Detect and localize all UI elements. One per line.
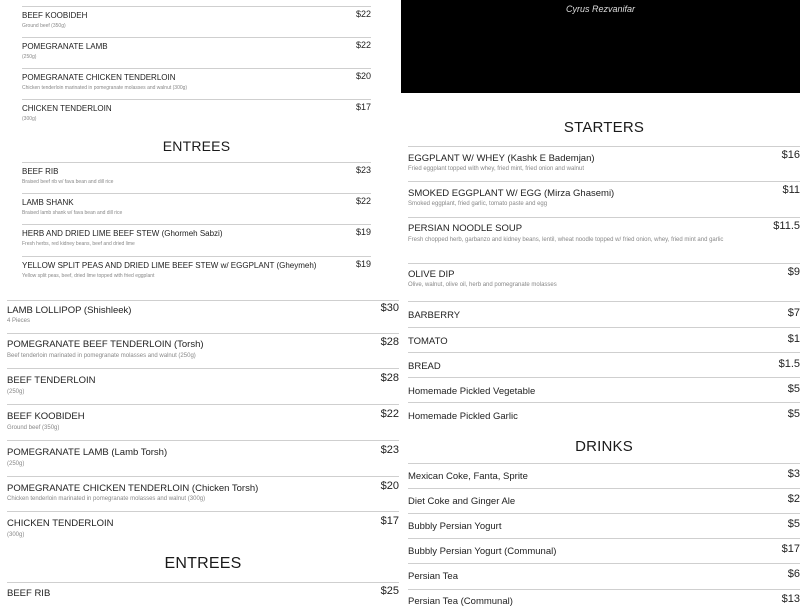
item-name: Persian Tea	[408, 571, 458, 582]
menu-item	[7, 511, 399, 546]
item-name: LAMB SHANK	[22, 198, 74, 207]
item-name: CHICKEN TENDERLOIN	[7, 518, 114, 529]
menu-item	[408, 589, 800, 607]
divider	[22, 224, 371, 225]
item-description: Ground beef (350g)	[7, 425, 60, 431]
item-description: Chicken tenderloin marinated in pomegranate molasses and walnut (300g)	[22, 85, 188, 91]
item-price: $28	[380, 372, 399, 384]
menu-item	[408, 217, 800, 262]
divider	[22, 68, 371, 69]
item-name: LAMB LOLLIPOP (Shishleek)	[7, 305, 132, 316]
item-price: $5	[787, 383, 800, 395]
item-description: Fresh chopped herb, garbanzo and kidney beans, lentil, wheat noodle topped w/ fried onion, whey, fried mint and garlic	[408, 237, 724, 243]
item-name: SMOKED EGGPLANT W/ EGG (Mirza Ghasemi)	[408, 188, 615, 199]
divider	[408, 377, 800, 378]
item-name: POMEGRANATE CHICKEN TENDERLOIN (Chicken Torsh)	[7, 483, 259, 494]
item-description: Braised beef rib w/ fava bean and dill rice	[22, 179, 114, 185]
divider	[408, 402, 800, 403]
divider	[22, 99, 371, 100]
item-price: $6	[787, 568, 800, 580]
item-description: Chicken tenderloin marinated in pomegranate molasses and walnut (300g)	[7, 496, 206, 502]
item-price: $5	[787, 408, 800, 420]
item-price: $17	[380, 515, 399, 527]
item-description: Olive, walnut, olive oil, herb and pomegranate molasses	[408, 282, 557, 288]
divider	[7, 368, 399, 369]
item-name: BARBERRY	[408, 310, 461, 321]
menu-item	[408, 146, 800, 181]
menu-item	[22, 68, 371, 98]
item-name: YELLOW SPLIT PEAS AND DRIED LIME BEEF STEW w/ EGGPLANT (Gheymeh)	[22, 261, 317, 270]
menu-item	[408, 513, 800, 538]
divider	[22, 6, 371, 7]
item-price: $19	[355, 259, 371, 269]
menu-item	[408, 301, 800, 326]
item-description: (250g)	[7, 461, 25, 467]
divider	[408, 563, 800, 564]
section-title-starters: STARTERS	[563, 119, 645, 136]
item-price: $20	[355, 71, 371, 81]
menu-item	[408, 538, 800, 563]
item-price: $1.5	[778, 358, 800, 370]
menu-item	[7, 404, 399, 439]
item-price: $19	[355, 227, 371, 237]
divider	[7, 476, 399, 477]
item-description: Smoked eggplant, fried garlic, tomato paste and egg	[408, 201, 548, 207]
menu-item	[7, 440, 399, 475]
item-price: $13	[781, 593, 800, 605]
divider	[7, 300, 399, 301]
menu-item	[7, 300, 399, 335]
item-name: Diet Coke and Ginger Ale	[408, 496, 516, 507]
divider	[408, 488, 800, 489]
divider	[408, 146, 800, 147]
item-price: $11	[782, 184, 800, 196]
menu-item	[7, 333, 399, 368]
item-price: $9	[787, 266, 800, 278]
item-name: OLIVE DIP	[408, 269, 455, 280]
item-name: EGGPLANT W/ WHEY (Kashk E Bademjan)	[408, 153, 595, 164]
item-price: $23	[380, 444, 399, 456]
item-description: (250g)	[22, 54, 37, 60]
divider	[408, 513, 800, 514]
menu-item	[22, 256, 371, 286]
divider	[22, 193, 371, 194]
item-description: Fresh herbs, red kidney beans, beef and dried lime	[22, 241, 135, 247]
menu-item	[22, 193, 371, 223]
menu-item	[408, 402, 800, 427]
menu-item	[7, 582, 399, 602]
item-name: Mexican Coke, Fanta, Sprite	[408, 471, 528, 482]
item-name: BEEF RIB	[22, 167, 59, 176]
item-description: Fried eggplant topped with whey, fried mint, fried onion and walnut	[408, 166, 584, 172]
section-title-entrees: ENTREES	[162, 138, 231, 154]
menu-item	[408, 377, 800, 402]
divider	[408, 538, 800, 539]
item-price: $17	[781, 543, 800, 555]
divider	[7, 440, 399, 441]
menu-item	[408, 488, 800, 513]
item-name: CHICKEN TENDERLOIN	[22, 104, 112, 113]
menu-item	[22, 6, 371, 36]
item-name: POMEGRANATE BEEF TENDERLOIN (Torsh)	[7, 339, 204, 350]
item-name: TOMATO	[408, 336, 448, 347]
item-price: $5	[787, 518, 800, 530]
item-price: $28	[380, 336, 399, 348]
item-name: BREAD	[408, 361, 441, 372]
item-description: Ground beef (350g)	[22, 23, 66, 29]
section-title-entrees: ENTREES	[164, 555, 242, 572]
item-price: $17	[355, 102, 371, 112]
item-name: Persian Tea (Communal)	[408, 596, 513, 607]
item-name: Homemade Pickled Garlic	[408, 411, 518, 422]
divider	[408, 589, 800, 590]
photo-banner	[401, 0, 800, 93]
item-name: Bubbly Persian Yogurt (Communal)	[408, 546, 557, 557]
menu-item	[7, 476, 399, 511]
divider	[408, 463, 800, 464]
item-name: POMEGRANATE LAMB	[22, 42, 108, 51]
menu-item	[22, 162, 371, 192]
divider	[408, 352, 800, 353]
item-price: $11.5	[773, 220, 800, 232]
item-name: HERB AND DRIED LIME BEEF STEW (Ghormeh Sabzi)	[22, 229, 223, 238]
menu-item	[408, 181, 800, 216]
item-price: $3	[787, 468, 800, 480]
item-name: PERSIAN NOODLE SOUP	[408, 223, 523, 234]
item-price: $7	[787, 307, 800, 319]
divider	[408, 181, 800, 182]
menu-panel-top-left	[0, 0, 391, 300]
item-description: Braised lamb shank w/ fava bean and dill rice	[22, 210, 123, 216]
divider	[7, 333, 399, 334]
divider	[7, 582, 399, 583]
item-name: Homemade Pickled Vegetable	[408, 386, 536, 397]
divider	[408, 217, 800, 218]
divider	[7, 404, 399, 405]
menu-item	[408, 463, 800, 488]
item-name: POMEGRANATE LAMB (Lamb Torsh)	[7, 447, 168, 458]
item-name: BEEF RIB	[7, 588, 51, 599]
menu-item	[7, 368, 399, 403]
divider	[408, 263, 800, 264]
item-description: (300g)	[22, 116, 37, 122]
item-description: Yellow split peas, beef, dried lime topped with fried eggplant	[22, 273, 155, 279]
divider	[22, 37, 371, 38]
item-description: (300g)	[7, 532, 25, 538]
item-name: Bubbly Persian Yogurt	[408, 521, 502, 532]
menu-item	[408, 563, 800, 588]
divider	[408, 301, 800, 302]
item-description: (250g)	[7, 389, 25, 395]
item-price: $22	[355, 9, 371, 19]
divider	[22, 162, 371, 163]
divider	[408, 327, 800, 328]
item-price: $22	[380, 408, 399, 420]
item-price: $20	[380, 480, 399, 492]
menu-panel-right	[401, 0, 800, 607]
item-price: $1	[787, 333, 800, 345]
photo-credit: Cyrus Rezvanifar	[565, 4, 636, 14]
item-name: BEEF KOOBIDEH	[7, 411, 85, 422]
item-price: $16	[781, 149, 800, 161]
menu-item	[22, 99, 371, 129]
item-price: $2	[787, 493, 800, 505]
divider	[22, 256, 371, 257]
menu-item	[408, 352, 800, 377]
item-price: $22	[355, 196, 371, 206]
item-price: $30	[380, 302, 399, 314]
divider	[7, 511, 399, 512]
item-price: $23	[355, 165, 371, 175]
section-title-drinks: DRINKS	[575, 438, 633, 455]
menu-panel-bottom-left	[0, 300, 401, 600]
menu-item	[22, 224, 371, 254]
item-price: $22	[355, 40, 371, 50]
item-description: Beef tenderloin marinated in pomegranate molasses and walnut (250g)	[7, 353, 196, 359]
menu-item	[408, 263, 800, 298]
menu-item	[408, 327, 800, 352]
item-name: BEEF KOOBIDEH	[22, 11, 88, 20]
item-name: POMEGRANATE CHICKEN TENDERLOIN	[22, 73, 176, 82]
item-description: 4 Pieces	[7, 318, 31, 324]
item-price: $25	[380, 585, 399, 597]
menu-item	[22, 37, 371, 67]
item-name: BEEF TENDERLOIN	[7, 375, 96, 386]
